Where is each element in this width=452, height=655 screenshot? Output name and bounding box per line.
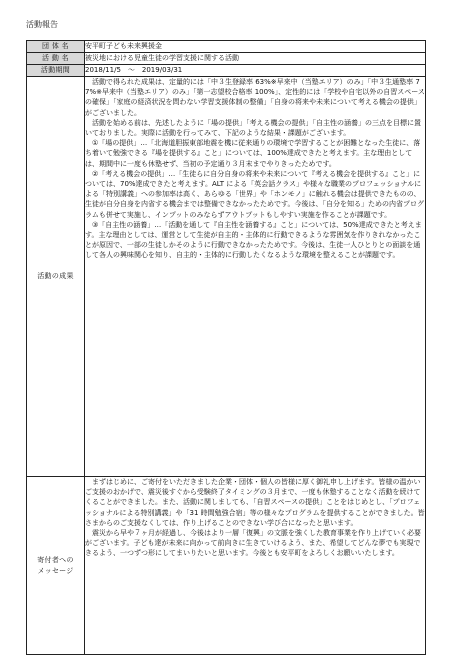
- activity-name-label: 活 動 名: [27, 53, 85, 65]
- organization-label: 団 体 名: [27, 41, 85, 53]
- row-organization: [27, 41, 426, 53]
- donor-message-label: [27, 477, 85, 655]
- message-paragraph: 震災から早や７ヶ月が経過し、今後はより一層「復興」の文脈を強くした教育事業を作り上げていく必要がございます。子ども達が未来に向かって前向きに生きていけるよう、また、希望してどんな夢でも実現できるよう、一つずつ形にしてまいりたいと思います。今後とも安平町をよろしくお願いいたします。: [85, 529, 421, 558]
- organization-value: 安平町子ども未来興援金: [85, 41, 426, 53]
- donor-message-label-line2: メッセージ: [37, 566, 74, 575]
- row-activity-period: [27, 65, 426, 77]
- results-paragraph: 活動で得られた成果は、定量的には「中３生登録率 63%※早来中（当塾エリア）のみ」「中３生通塾率 77%※早来中（当塾エリア）のみ」「第一志望校合格率 100%」、定性的には「学校や自宅以外の自習スペースの確保」「家庭の経済状況を問わない学習支援体制の整備」「自身の将来や未来について考える機会の提供」がございました。: [85, 78, 425, 117]
- donor-message-body: [85, 477, 426, 655]
- results-paragraph: ①「場の提供」…「北海道胆振東部地震を機に従来通りの環境で学習することが困難となった生徒に、落ち着いて勉強できる『場を提供する』こと」については、100%達成できたと考えます。主な理由としては、期間中に一度も休塾せず、当初の予定通り３月末までやりきったためです。: [85, 139, 421, 168]
- results-paragraph: 活動を始める前は、先述したように「場の提供」「考える機会の提供」「自主性の涵養」の三点を目標に置いておりました。実際に活動を行ってみて、下記のような結果・課題がございます。: [85, 118, 421, 138]
- report-table: [26, 40, 426, 655]
- results-paragraph: ②「考える機会の提供」…「生徒らに自分自身の将来や未来について『考える機会を提供する』こと」については、70%達成できたと考えます。ALT による「英会話クラス」や様々な職業のプロフェッショナルによる「特別講義」への参加率は高く、あらゆる「世界」や「ホンモノ」に触れる機会は提供できたものの、生徒が自分自身を内省する機会までは整備できなかったためです。今後は、「自分を知る」ための内省プログラムも併せて実施し、インプットのみならずアウトプットもしやすい実施を作ることが課題です。: [85, 169, 424, 219]
- row-donor-message: [27, 477, 426, 655]
- activity-name-value: 被災地における児童生徒の学習支援に関する活動: [85, 53, 426, 65]
- row-results: [27, 77, 426, 477]
- results-body: [85, 77, 426, 477]
- results-label: 活動の成果: [27, 77, 85, 477]
- message-paragraph: まずはじめに、ご寄付をいただきました企業・団体・個人の皆様に厚く御礼申し上げます。皆様の温かいご支援のおかげで、震災後すぐから受験終了タイミングの３月まで、一度も休塾することなく活動を続けてくることができました。また、活動に関しましても、「自習スペースの提供」ことをはじめとし、「プロフェッショナルによる特別講義」や「31 時間勉強合宿」等の様々なプログラムを提供することができました。皆さまからのご支援なくしては、作り上げることのできない学び合になったと思います。: [85, 478, 425, 527]
- activity-period-value: 2018/11/5 ～ 2019/03/31: [85, 65, 426, 77]
- results-paragraph: ③「自主性の涵養」…「活動を通して『自主性を涵養する』こと」については、50%達成できたと考えます。主な理由としては、運営として生徒が自主的・主体的に行動できるような雰囲気を作りきれなかったことが原因で、一部の生徒しかそのように行動できなかったためです。今後は、生徒一人ひとりとの面談を通して各人の興味関心を知り、自主的・主体的に行動したくなるような環境を整えることが課題です。: [85, 220, 422, 260]
- row-activity-name: [27, 53, 426, 65]
- document-title: 活動報告: [26, 20, 58, 29]
- activity-period-label: 活動期間: [27, 65, 85, 77]
- donor-message-label-line1: 寄付者への: [37, 556, 74, 565]
